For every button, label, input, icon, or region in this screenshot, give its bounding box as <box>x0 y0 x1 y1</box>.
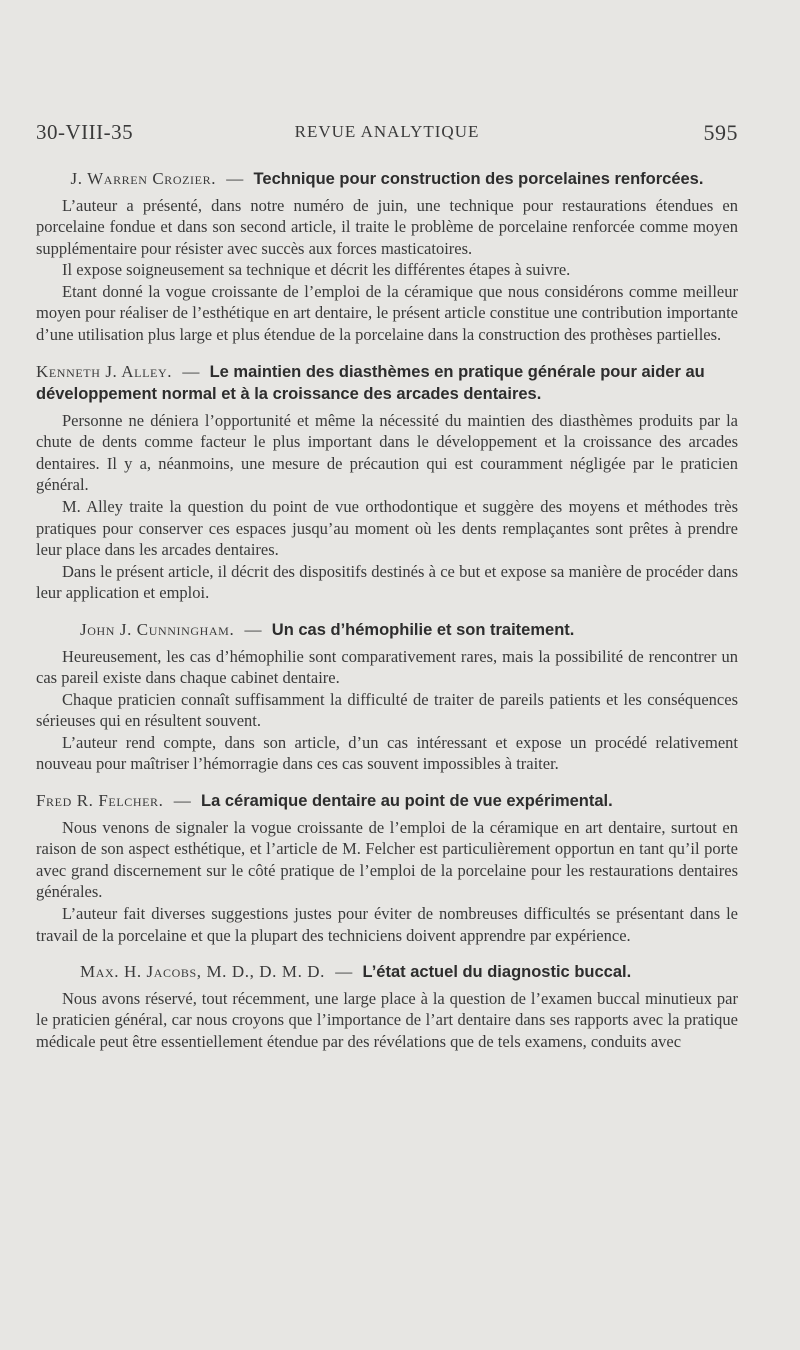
section-title: REVUE ANALYTIQUE <box>294 122 480 141</box>
paragraph: Personne ne déniera l’opportunité et même la nécessité du maintien des diasthèmes produits par la chute de dents comme facteur le plus important dans le développement et la croissance des arcades dentaires. Il y a, néanmoins, une mesure de précaution qui est couramment négligée par le praticien général. <box>36 410 738 495</box>
article-body <box>36 168 738 1052</box>
entry-heading <box>36 168 738 191</box>
paragraph: Nous avons réservé, tout récemment, une large place à la question de l’examen buccal minutieux par le praticien général, car nous croyons que l’importance de l’art dentaire dans ses rapports avec la pratique médicale peut être essentiellement étendue par des révélations que de tels examens, conduits avec <box>36 988 738 1051</box>
paragraph: Etant donné la vogue croissante de l’emploi de la céramique que nous considérons comme meilleur moyen pour réaliser de l’esthétique en art dentaire, le présent article constitue une contribution importante d’une utilisation plus large et plus étendue de la porcelaine dans la construction des prothèses partielles. <box>36 281 738 345</box>
entry-title: Un cas d’hémophilie et son traitement. <box>271 621 575 639</box>
entry-heading <box>36 361 738 406</box>
paragraph: L’auteur rend compte, dans son article, d’un cas intéressant et expose un procédé relativement nouveau pour maîtriser l’hémorragie dans ces cas souvent impossibles à traiter. <box>36 732 738 774</box>
entry-dash: — <box>244 620 262 639</box>
paragraph: Chaque praticien connaît suffisamment la difficulté de traiter de pareils patients et les conséquences sérieuses qui en résultent souvent. <box>36 689 738 731</box>
entry-author: John J. Cunningham. <box>80 620 235 639</box>
entry-author: Fred R. Felcher. <box>36 791 164 811</box>
issue-date: 30-VIII-35 <box>36 120 134 144</box>
entry-author: Max. H. Jacobs, M. D., D. M. D. <box>80 962 326 982</box>
paragraph: L’auteur a présenté, dans notre numéro de juin, une technique pour restaurations étendues en porcelaine fondue et dans son second article, il traite le problème de porcelaine renforcée comme moyen supplémentaire pour résister avec succès aux forces masticatoires. <box>36 195 738 258</box>
entry-dash: — <box>226 169 244 188</box>
entry-author: J. Warren Crozier. <box>70 169 217 188</box>
page-number: 595 <box>703 120 738 145</box>
entry-dash: — <box>335 962 353 982</box>
entry-title: Technique pour construction des porcelaines renforcées. <box>253 170 704 188</box>
paragraph: L’auteur fait diverses suggestions justes pour éviter de nombreuses difficultés se présentant dans le travail de la porcelaine et que la plupart des techniciens doivent apprendre par expérience. <box>36 903 738 945</box>
paragraph: Dans le présent article, il décrit des dispositifs destinés à ce but et expose sa manière de procéder dans leur application et emploi. <box>36 561 738 603</box>
paragraph: Il expose soigneusement sa technique et décrit les différentes étapes à suivre. <box>62 260 571 280</box>
entry-dash: — <box>173 791 191 811</box>
entry-title: La céramique dentaire au point de vue expérimental. <box>201 792 613 811</box>
entry-dash: — <box>182 361 200 381</box>
entry-heading <box>36 961 738 984</box>
paragraph: M. Alley traite la question du point de vue orthodontique et suggère des moyens et méthodes très pratiques pour conserver ces espaces jusqu’au moment où les dents remplaçantes sont prêtes à prendre leur place dans les arcades dentaires. <box>36 497 738 560</box>
entry-author: Kenneth J. Alley. <box>36 361 173 381</box>
entry-title: Le maintien des diasthèmes en pratique générale pour aider au développement normal et à la croissance des arcades dentaires. <box>36 362 705 404</box>
entry-title: L’état actuel du diagnostic buccal. <box>362 963 632 982</box>
entry-heading <box>36 619 738 642</box>
paragraph: Nous venons de signaler la vogue croissante de l’emploi de la céramique en art dentaire, surtout en raison de son aspect esthétique, et l’article de M. Felcher est particulièrement opportun en tant qu’il porte avec grand discernement sur le côté pratique de l’emploi de la porcelaine pour les restaurations dentaires générales. <box>36 817 738 902</box>
entry-heading <box>36 790 738 813</box>
paragraph: Heureusement, les cas d’hémophilie sont comparativement rares, mais la possibilité de rencontrer un cas pareil existe dans chaque cabinet dentaire. <box>36 646 738 688</box>
